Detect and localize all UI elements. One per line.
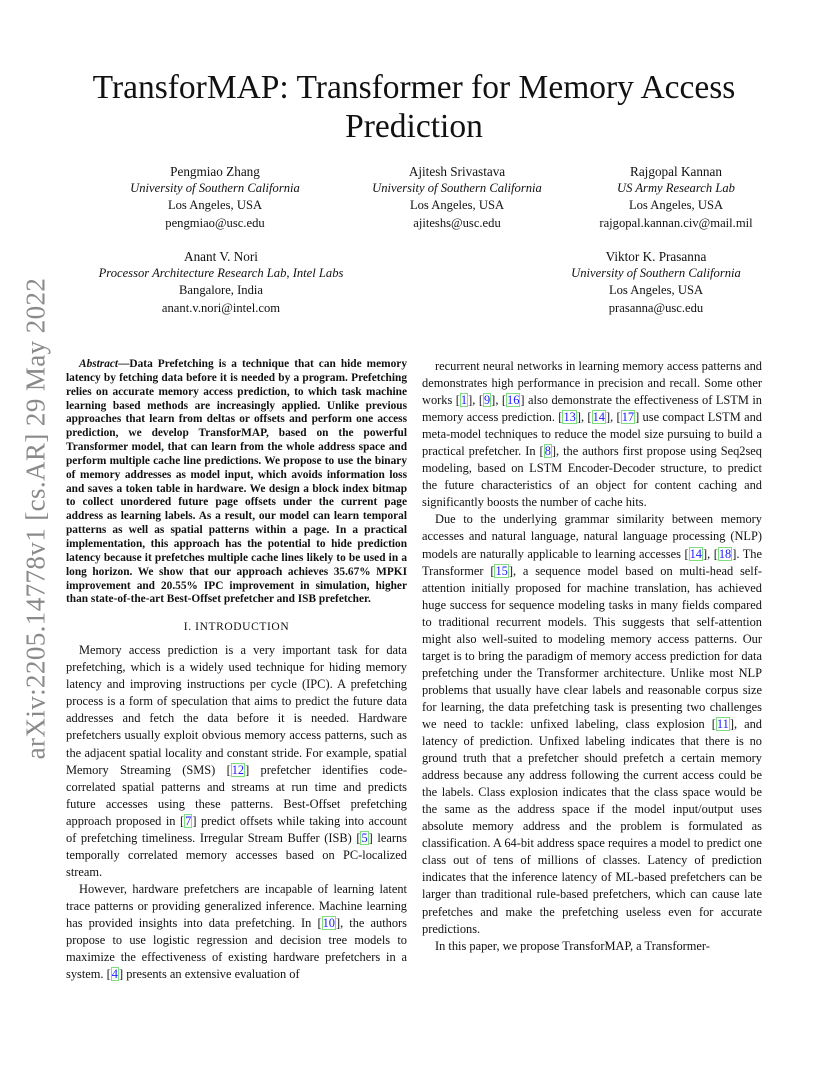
citation-link[interactable]: 5 — [361, 830, 368, 845]
text-run: In this paper, we propose TransforMAP, a Transformer- — [435, 938, 710, 953]
text-run: , the authors first propose using Seq2seq modeling, based on LSTM Encoder-Decoder structure, to predict the future characteristics of an object for content caching and significantly boosts the number of cache hits. — [422, 444, 762, 510]
citation-link[interactable]: 18 — [718, 546, 732, 561]
left-column — [66, 358, 407, 983]
text-run: also demonstrate the effectiveness of LSTM in memory access prediction. — [422, 393, 762, 425]
abstract — [66, 358, 407, 607]
author-location: Los Angeles, USA — [409, 198, 505, 213]
citation-link[interactable]: 12 — [231, 762, 245, 777]
text-run: However, hardware prefetchers are incapable of learning latent trace patterns or providing generalized inference. Machine learning has provided insights into data prefetching. In — [66, 881, 407, 930]
author-affiliation: University of Southern California — [571, 266, 741, 281]
citation-link[interactable]: 14 — [592, 410, 605, 425]
author-email: prasanna@usc.edu — [608, 300, 704, 315]
author-block — [548, 248, 764, 317]
text-run: Memory access prediction is a very important task for data prefetching, which is a widely used technique for hiding memory latency and improving instructions per cycle (IPC). A prefetching process is a form of speculation that aims to predict the future data addresses and fetch the data before it is needed. Hardware prefetchers usually exploit obvious memory access patterns, such as the adjacent spatial locality and constant stride. For example, spatial Memory Streaming (SMS) — [66, 643, 407, 777]
author-block — [95, 163, 335, 232]
right-column — [422, 358, 762, 955]
author-name: Ajitesh Srivastava — [408, 164, 506, 179]
author-affiliation: University of Southern California — [372, 181, 542, 196]
citation-link[interactable]: 8 — [544, 444, 551, 459]
citation-link[interactable]: 9 — [483, 393, 491, 408]
citation-link[interactable]: 15 — [495, 563, 508, 578]
citation-link[interactable]: 1 — [460, 393, 468, 408]
text-run: learns temporally correlated memory accesses based on PC-localized stream. — [66, 830, 407, 879]
citation-link[interactable]: 11 — [716, 716, 729, 731]
text-run: Due to the underlying grammar similarity between memory accesses and natural language, natural language processing (NLP) models are naturally applicable to learning accesses — [422, 512, 762, 561]
author-block — [345, 163, 569, 232]
author-email: ajiteshs@usc.edu — [413, 215, 501, 230]
citation-link[interactable]: 7 — [185, 813, 192, 828]
paper-title: TransforMAP: Transformer for Memory Access Prediction — [92, 69, 736, 145]
author-email: pengmiao@usc.edu — [165, 215, 265, 230]
author-name: Viktor K. Prasanna — [605, 249, 707, 264]
citation-link[interactable]: 17 — [621, 410, 635, 425]
citation-link[interactable]: 10 — [322, 915, 335, 930]
author-block — [565, 163, 787, 232]
text-run: , — [472, 393, 479, 408]
section-heading: I. INTRODUCTION — [183, 621, 290, 634]
text-run: , a sequence model based on multi-head self-attention initially proposed for machine translation, has achieved huge success for sequence modeling tasks in many fields compared to traditional recurrent models. This suggests that self-attention might also well-suited to modeling memory access patterns. Our target is to bring the paradigm of memory access prediction for data prefetching under the Transformer architecture. Unlike most NLP problems that usually have clear labels and reasonable corpus size for learning, the data prefetching task is presenting two challenges we need to tackle: unfixed labeling, class explosion — [422, 563, 762, 731]
text-run: use compact LSTM and meta-model techniques to reduce the model size pursuing to build a practical prefetcher. In — [422, 410, 763, 459]
author-email: rajgopal.kannan.civ@mail.mil — [599, 215, 753, 230]
text-run: presents an extensive evaluation of — [123, 967, 300, 982]
body-paragraph — [422, 938, 762, 955]
author-email: anant.v.nori@intel.com — [161, 300, 281, 315]
author-block — [66, 248, 376, 317]
citation-link[interactable]: 16 — [507, 393, 520, 408]
author-name: Rajgopal Kannan — [630, 164, 722, 179]
text-run: , and latency of prediction. Unfixed labeling indicates that there is no ground truth that a prefetcher should prefetch a certain memory address because any address following the current access could be the labels. Class explosion indicates that the class space would be the same as the address space if the model input/output uses absolute memory address and the problem is formulated as classification. A 64-bit address space requires a model to predict one class out of tens of millions of classes. Latency of prediction indicates that the inference latency of ML-based prefetchers can be larger than traditional rule-based prefetchers, which can cause late prefetches and make the prefetching useless even for accurate predictions. — [422, 716, 762, 936]
text-run: prefetcher identifies code-correlated spatial patterns and streams at run time and predicts future accesses using these patterns. Best-Offset prefetching approach proposed in — [66, 762, 407, 828]
text-run: , the authors propose to use logistic regression and decision tree models to maximize the effectiveness of existing hardware prefetchers in a system. — [66, 915, 407, 982]
author-affiliation: Processor Architecture Research Lab, Intel Labs — [98, 266, 344, 281]
citation-link[interactable]: 13 — [563, 410, 576, 425]
text-run: , — [610, 410, 617, 425]
text-run: , — [495, 393, 502, 408]
abstract-text: —Data Prefetching is a technique that can hide memory latency by fetching data before it is needed by a program. Prefetching relies on accurate memory access prediction, to which task machine learning based methods are increasingly applied. Unlike previous approaches that learn from deltas or offsets and perform one access prediction, we develop TransforMAP, based on the powerful Transformer model, that can learn from the whole address space and perform multiple cache line predictions. We propose to use the binary of memory addresses as model input, which avoids information loss and saves a token table in hardware. We design a block index bitmap to collect unordered future page offsets under the current page address as learning labels. As a result, our model can learn temporal patterns as well as spatial patterns within a page. In a practical implementation, this approach has the potential to hide prediction latency because it prefetches multiple cache lines likely to be used in a long horizon. We show that our approach achieves 35.67% MPKI improvement and 20.55% IPC improvement in simulation, higher than state-of-the-art Best-Offset prefetcher and ISB prefetcher. — [66, 358, 407, 606]
body-paragraph: recurrent neural networks in learning memory access patterns and demonstrates high performance in precision and recall. Some other works [1], [9], [16] also demonstrate the effectiveness of LSTM in memory access prediction. [13], [14], [17] use compact LSTM and meta-model techniques to reduce the model size pursuing to build a practical prefetcher. In [8], the authors first propose using Seq2seq modeling, based on LSTM Encoder-Decoder structure, to predict the future characteristics of an object for content caching and significantly boosts the number of cache hits. — [422, 359, 763, 510]
abstract-label: Abstract — [79, 358, 119, 370]
author-name: Anant V. Nori — [184, 249, 258, 264]
citation-link[interactable]: 4 — [111, 967, 118, 982]
author-location: Los Angeles, USA — [167, 198, 263, 213]
right-column-body — [422, 358, 762, 955]
citation-link[interactable]: 14 — [689, 546, 702, 561]
author-location: Bangalore, India — [179, 283, 263, 298]
left-column-body — [66, 642, 407, 983]
text-run: predict offsets while taking into account of prefetching timeliness. Irregular Stream Buffer (ISB) — [66, 813, 407, 845]
text-run: recurrent neural networks in learning memory access patterns and demonstrates high performance in precision and recall. Some other works — [422, 359, 762, 408]
author-name: Pengmiao Zhang — [170, 164, 260, 179]
author-location: Los Angeles, USA — [628, 198, 724, 213]
body-paragraph: Memory access prediction is a very important task for data prefetching, which is a widely used technique for hiding memory latency and improving instructions per cycle (IPC). A prefetching process is a form of speculation that aims to predict the future data addresses and fetch the data before it is needed. Hardware prefetchers usually exploit obvious memory access patterns, such as the adjacent spatial locality and constant stride. For example, spatial Memory Streaming (SMS) [12] prefetcher identifies code-correlated spatial patterns and streams at run time and predicts future accesses using these patterns. Best-Offset prefetching approach proposed in [7] predict offsets while taking into account of prefetching timeliness. Irregular Stream Buffer (ISB) [5] learns temporally correlated memory accesses based on PC-localized stream. — [66, 643, 407, 879]
text-run: , — [707, 546, 714, 561]
author-location: Los Angeles, USA — [608, 283, 704, 298]
body-paragraph: However, hardware prefetchers are incapable of learning latent trace patterns or providing generalized inference. Machine learning has provided insights into data prefetching. In [10], the authors propose to use logistic regression and decision tree models to maximize the effectiveness of existing hardware prefetchers in a system. [4] presents an extensive evaluation of — [66, 881, 407, 982]
text-run: , — [580, 410, 588, 425]
author-affiliation: US Army Research Lab — [617, 181, 735, 196]
arxiv-identifier-text: arXiv:2205.14778v1 [cs.AR] 29 May 2022 — [20, 277, 51, 759]
author-affiliation: University of Southern California — [130, 181, 300, 196]
arxiv-identifier — [14, 278, 58, 758]
text-run: . The Transformer — [422, 546, 762, 578]
body-paragraph: Due to the underlying grammar similarity between memory accesses and natural language, natural language processing (NLP) models are naturally applicable to learning accesses [14], [18]. The Transformer [15], a sequence model based on multi-head self-attention initially proposed for machine translation, has achieved huge success for sequence modeling tasks in many fields compared to traditional recurrent models. This suggests that self-attention might also well-suited to modeling memory access patterns. Our target is to bring the paradigm of memory access prediction for data prefetching under the Transformer architecture. Unlike most NLP problems that usually have clear labels and reasonable corpus size for learning, the data prefetching task is presenting two challenges we need to tackle: unfixed labeling, class explosion [11], and latency of prediction. Unfixed labeling indicates that there is no ground truth that a prefetcher should prefetch a certain memory address because any address following the current access could be the labels. Class explosion indicates that the class space would be the same as the address space if the model input/output uses absolute memory address and the problem is formulated as classification. A 64-bit address space requires a model to predict one class out of tens of millions of classes. Latency of prediction indicates that the inference latency of ML-based prefetchers can be larger than traditional rule-based prefetchers, which can cause late prefetches and make the prefetching useless even for accurate predictions. — [422, 512, 762, 936]
